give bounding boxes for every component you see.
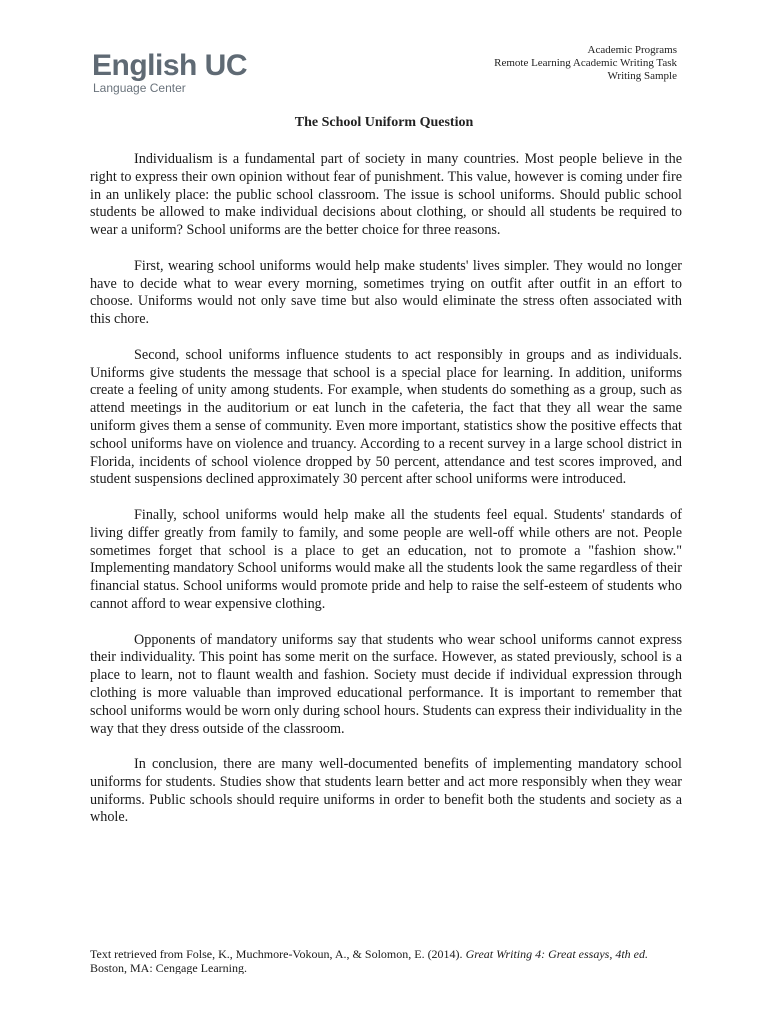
citation-prefix: Text retrieved from Folse, K., Muchmore-Vokoun, A., & Solomon, E. (2014). (90, 947, 466, 961)
essay-title: The School Uniform Question (294, 115, 474, 130)
paragraph-conclusion: In conclusion, there are many well-documented benefits of implementing mandatory school uniforms for students. Studies show that students learn better and act more responsibly when they wear uniforms. Public schools should require uniforms in order to benefit both the students and society as a whole. (90, 756, 682, 826)
paragraph-counterargument: Opponents of mandatory uniforms say that students who wear school uniforms cannot express their individuality. This point has some merit on the surface. However, as stated previously, school is a place to learn, not to flaunt wealth and fashion. Society must decide if individual expression through clothing is more valuable than improved educational performance. It is important to remember that school uniforms would be worn only during school hours. Students can express their individuality in the way that they dress outside of the classroom. (90, 631, 682, 737)
citation-book-title: Great Writing 4: Great essays, 4th ed. (465, 947, 648, 961)
header-type: Writing Sample (607, 70, 677, 82)
essay-body (90, 151, 682, 845)
paragraph-intro: Individualism is a fundamental part of society in many countries. Most people believe in the right to express their own opinion without fear of punishment. This value, however is coming under fire in an unlikely place: the public school classroom. The issue is school uniforms. Should public school students be allowed to make individual decisions about clothing, or should all students be required to wear a uniform? School uniforms are the better choice for three reasons. (90, 151, 682, 239)
citation-publisher: Boston, MA: Cengage Learning. (90, 961, 247, 974)
english-uc-logo (92, 50, 252, 95)
paragraph-second-reason: Second, school uniforms influence students to act responsibly in groups and as individuals. Uniforms give students the message that school is a special place for learning. In addition, uniforms create a feeling of unity among students. For example, when students do something as a group, such as attend meetings in the auditorium or eat lunch in the cafeteria, the fact that they all wear the same uniform gives them a sense of community. Even more important, statistics show the positive effects that school uniforms have on violence and truancy. According to a recent survey in a large school district in Florida, incidents of school violence dropped by 50 percent, attendance and test scores improved, and student suspensions declined approximately 30 percent after school uniforms were introduced. (90, 346, 682, 488)
paragraph-third-reason: Finally, school uniforms would help make all the students feel equal. Students' standards of living differ greatly from family to family, and some people are well-off while others are not. People sometimes forget that school is a place to get an education, not to promote a "fashion show." Implementing mandatory School uniforms would make all the students look the same regardless of their financial status. School uniforms would promote pride and help to raise the self-esteem of students who cannot afford to wear expensive clothing. (90, 506, 682, 612)
logo-wordmark: English UC (92, 49, 248, 82)
header-program: Academic Programs (587, 44, 677, 56)
citation-footer (90, 947, 682, 974)
logo-subtitle: Language Center (93, 81, 186, 95)
document-header (494, 44, 677, 83)
header-task: Remote Learning Academic Writing Task (494, 57, 677, 69)
paragraph-first-reason: First, wearing school uniforms would help make students' lives simpler. They would no longer have to decide what to wear every morning, sometimes trying on outfit after outfit in an effort to choose. Uniforms would not only save time but also would eliminate the stress often associated with this chore. (90, 257, 682, 328)
